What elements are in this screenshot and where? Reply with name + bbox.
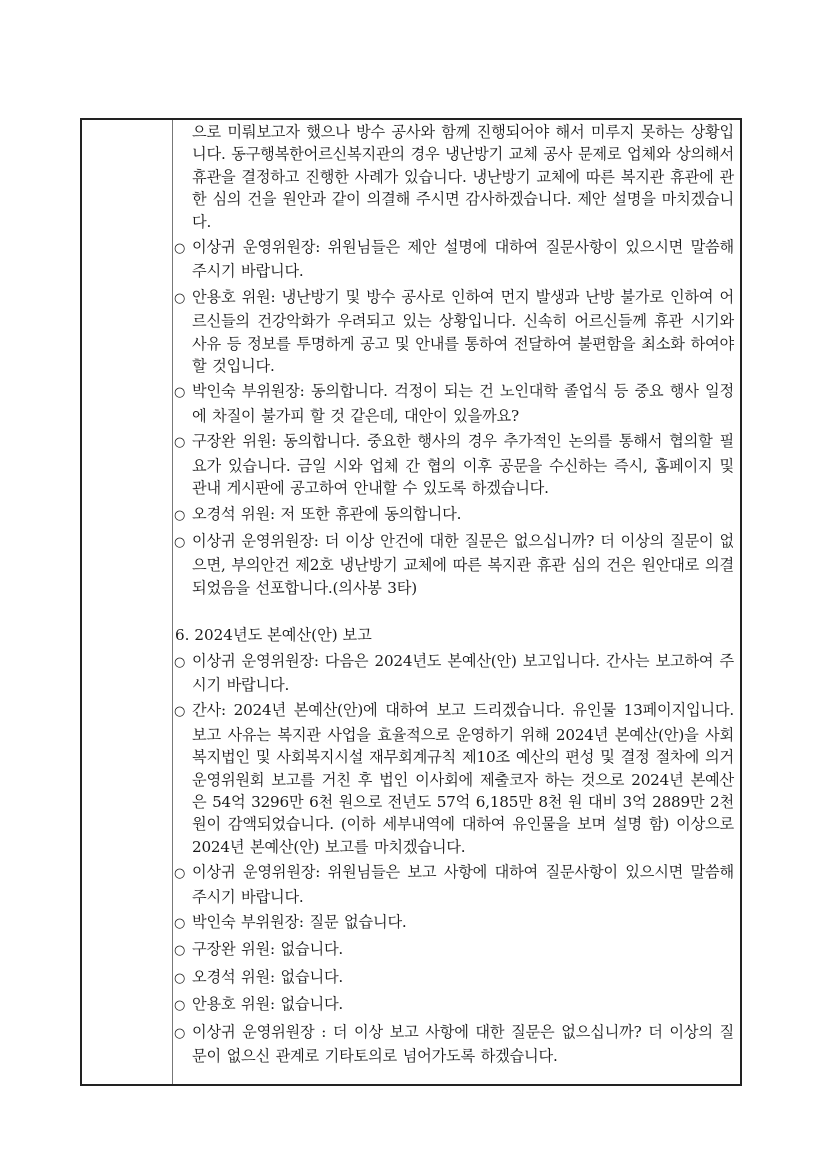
- circle-bullet-icon: ○: [174, 970, 186, 986]
- section-heading: 6. 2024년도 본예산(안) 보고: [175, 626, 372, 645]
- circle-bullet-icon: ○: [174, 704, 186, 720]
- minutes-content: [174, 120, 734, 1070]
- remark-item: ○ 박인숙 부위원장: 질문 없습니다.: [174, 911, 734, 935]
- circle-bullet-icon: ○: [174, 507, 186, 523]
- remark-item: ○ 안용호 위원: 없습니다.: [174, 993, 734, 1017]
- remark-item: ○ 안용호 위원: 냉난방기 및 방수 공사로 인하여 먼지 발생과 난방 불가로 인하여 어르신들의 건강악화가 우려되고 있는 상황입니다. 신속히 어르신들께 휴관 시기와 사유 등 정보를 투명하게 공고 및 안내를 통하여 전달하여 불편함을 최소화 하여야 할 것입니다.: [174, 287, 734, 376]
- circle-bullet-icon: ○: [174, 385, 186, 401]
- remark-item: ○ 박인숙 부위원장: 동의합니다. 걱정이 되는 건 노인대학 졸업식 등 중요 행사 일정에 차질이 불가피 할 것 같은데, 대안이 있을까요?: [174, 382, 734, 425]
- circle-bullet-icon: ○: [174, 866, 186, 882]
- remark-item: ○ 이상귀 운영위원장 : 더 이상 보고 사항에 대한 질문은 없으십니까? 더 이상의 질문이 없으신 관계로 기타토의로 넘어가도록 하겠습니다.: [174, 1022, 734, 1066]
- remark-item: ○ 이상귀 운영위원장: 위원님들은 보고 사항에 대하여 질문사항이 있으시면 말씀해 주시기 바랍니다.: [174, 863, 734, 906]
- remark-item: ○ 오경석 위원: 없습니다.: [174, 966, 734, 990]
- continuation-paragraph: 으로 미뤄보고자 했으나 방수 공사와 함께 진행되어야 해서 미루지 못하는 상황입니다. 동구행복한어르신복지관의 경우 냉난방기 교체 공사 문제로 업체와 상의해서 휴관을 결정하고 진행한 사례가 있습니다. 냉난방기 교체에 따른 복지관 휴관에 관한 심의 건을 원안과 같이 의결해 주시면 감사하겠습니다. 제안 설명을 마치겠습니다.: [192, 123, 734, 231]
- minutes-table: [80, 118, 742, 1086]
- remark-item: ○ 구장완 위원: 동의합니다. 중요한 행사의 경우 추가적인 논의를 통해서 협의할 필요가 있습니다. 금일 시와 업체 간 협의 이후 공문을 수신하는 즉시, 홈페이지 및 관내 게시판에 공고하여 안내할 수 있도록 하겠습니다.: [174, 432, 734, 498]
- circle-bullet-icon: ○: [174, 998, 186, 1014]
- remark-item: ○ 구장완 위원: 없습니다.: [174, 938, 734, 962]
- label-column: [82, 120, 173, 1084]
- circle-bullet-icon: ○: [174, 435, 186, 451]
- circle-bullet-icon: ○: [174, 241, 186, 257]
- remark-item: ○ 오경석 위원: 저 또한 휴관에 동의합니다.: [174, 503, 734, 527]
- remark-item: ○ 이상귀 운영위원장: 위원님들은 제안 설명에 대하여 질문사항이 있으시면 말씀해 주시기 바랍니다.: [174, 238, 734, 281]
- circle-bullet-icon: ○: [174, 654, 186, 670]
- circle-bullet-icon: ○: [174, 290, 186, 306]
- circle-bullet-icon: ○: [174, 534, 186, 550]
- remark-item: ○ 간사: 2024년 본예산(안)에 대하여 보고 드리겠습니다. 유인물 13페이지입니다. 보고 사유는 복지관 사업을 효율적으로 운영하기 위해 2024년 본예산(안)을 사회복지법인 및 사회복지시설 재무회계규칙 제10조 예산의 편성 및 결정 절차에 의거 운영위원회 보고를 거친 후 법인 이사회에 제출코자 하는 것으로 2024년 본예산은 54억 3296만 6천 원으로 전년도 57억 6,185만 8천 원 대비 3억 2889만 2천 원이 감액되었습니다. (이하 세부내역에 대하여 유인물을 보며 설명 함) 이상으로 2024년 본예산(안) 보고를 마치겠습니다.: [174, 701, 734, 856]
- circle-bullet-icon: ○: [174, 1025, 186, 1041]
- circle-bullet-icon: ○: [174, 943, 186, 959]
- remark-item: ○ 이상귀 운영위원장: 더 이상 안건에 대한 질문은 없으십니까? 더 이상의 질문이 없으면, 부의안건 제2호 냉난방기 교체에 따른 복지관 휴관 심의 건은 원안대로 의결되었음을 선포합니다.(의사봉 3타): [174, 531, 734, 597]
- circle-bullet-icon: ○: [174, 916, 186, 931]
- remark-item: ○ 이상귀 운영위원장: 다음은 2024년도 본예산(안) 보고입니다. 간사는 보고하여 주시기 바랍니다.: [174, 651, 734, 694]
- spacer: [174, 602, 734, 624]
